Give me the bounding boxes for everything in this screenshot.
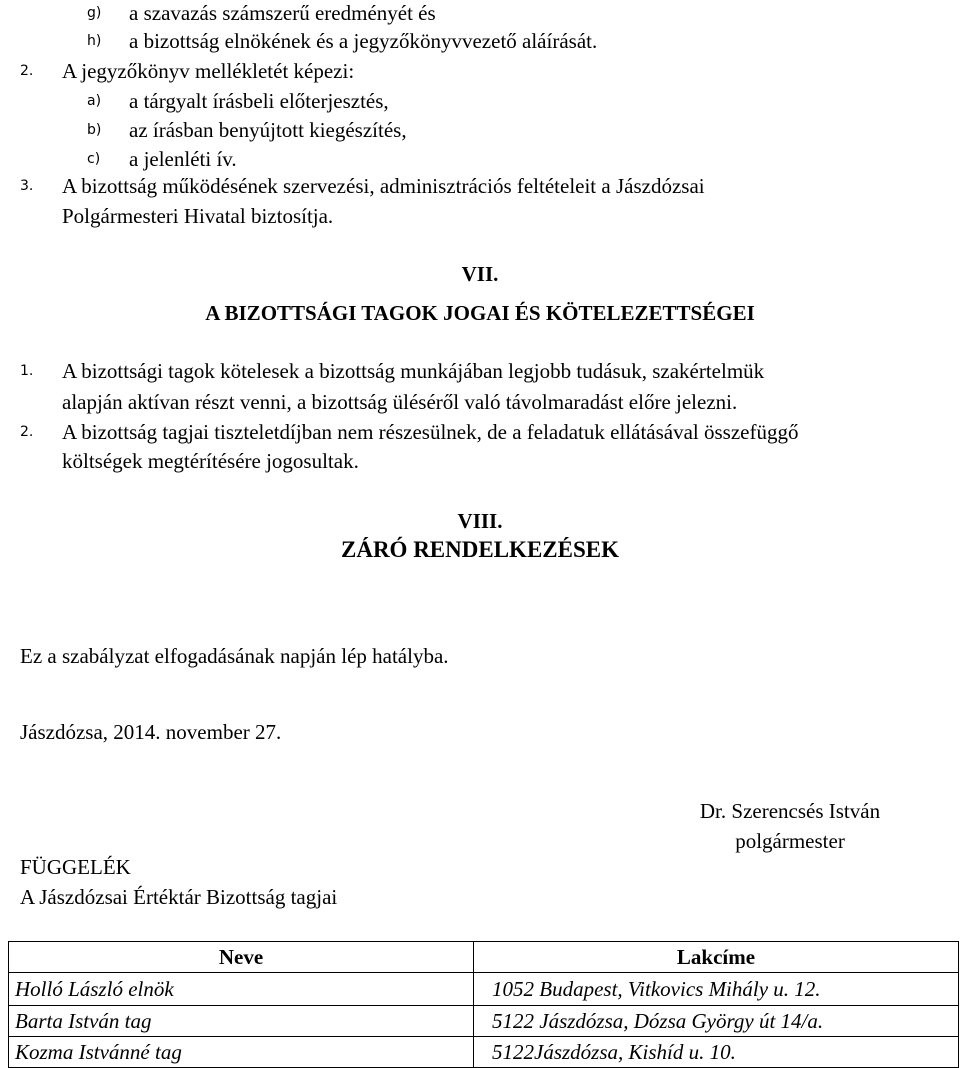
member-address: 5122Jászdózsa, Kishíd u. 10. [474,1037,959,1068]
section-7-item-1-marker: 1. [20,363,34,379]
signature-block [660,796,920,856]
column-header-name: Neve [9,942,474,973]
effective-clause: Ez a szabályzat elfogadásának napján lép hatályba. [20,644,449,668]
section-7-item-2-marker: 2. [20,424,34,440]
item-2-sub-b-marker: b) [87,122,102,138]
section-7-title: A BIZOTTSÁGI TAGOK JOGAI ÉS KÖTELEZETTSÉGEI [205,301,755,325]
table-row [9,973,959,1006]
list-item-h: a bizottság elnökének és a jegyzőkönyvvezető aláírását. [129,29,598,53]
appendix-title: FÜGGELÉK [20,855,131,879]
list-marker-h: h) [87,33,102,49]
signature-role: polgármester [735,829,845,853]
item-2-text: A jegyzőkönyv mellékletét képezi: [62,59,355,83]
appendix-subtitle: A Jászdózsai Értéktár Bizottság tagjai [20,885,338,909]
list-item-g: a szavazás számszerű eredményét és [129,1,436,25]
item-2-sub-c-marker: c) [87,151,101,167]
member-name: Barta István tag [9,1006,474,1037]
section-7-item-2-line-1: A bizottság tagjai tiszteletdíjban nem részesülnek, de a feladatuk ellátásával összefüggő [62,420,799,444]
item-2-sub-b: az írásban benyújtott kiegészítés, [129,118,407,142]
item-3-marker: 3. [20,178,34,194]
section-7-item-1-line-1: A bizottsági tagok kötelesek a bizottság munkájában legjobb tudásuk, szakértelmük [62,359,765,383]
place-date: Jászdózsa, 2014. november 27. [20,720,282,744]
item-3-line-1: A bizottság működésének szervezési, adminisztrációs feltételeit a Jászdózsai [62,174,705,198]
signature-name: Dr. Szerencsés István [699,799,881,823]
item-2-sub-a-marker: a) [87,93,102,109]
members-table [8,941,959,1068]
column-header-address: Lakcíme [474,942,959,973]
item-2-sub-a: a tárgyalt írásbeli előterjesztés, [129,89,389,113]
table-header-row [9,942,959,973]
item-2-sub-c: a jelenléti ív. [129,147,237,171]
member-name: Holló László elnök [9,973,474,1006]
member-address: 1052 Budapest, Vitkovics Mihály u. 12. [474,973,959,1006]
member-address: 5122 Jászdózsa, Dózsa György út 14/a. [474,1006,959,1037]
section-7-item-2-line-2: költségek megtérítésére jogosultak. [62,449,359,473]
section-7-item-1-line-2: alapján aktívan részt venni, a bizottság üléséről való távolmaradást előre jelezni. [62,390,738,414]
table-row [9,1006,959,1037]
section-8-number: VIII. [457,509,503,533]
section-8-title: ZÁRÓ RENDELKEZÉSEK [341,537,619,562]
table-row [9,1037,959,1068]
list-marker-g: g) [87,5,102,21]
item-3-line-2: Polgármesteri Hivatal biztosítja. [62,204,334,228]
item-2-marker: 2. [20,63,34,79]
section-7-number: VII. [461,262,499,286]
member-name: Kozma Istvánné tag [9,1037,474,1068]
